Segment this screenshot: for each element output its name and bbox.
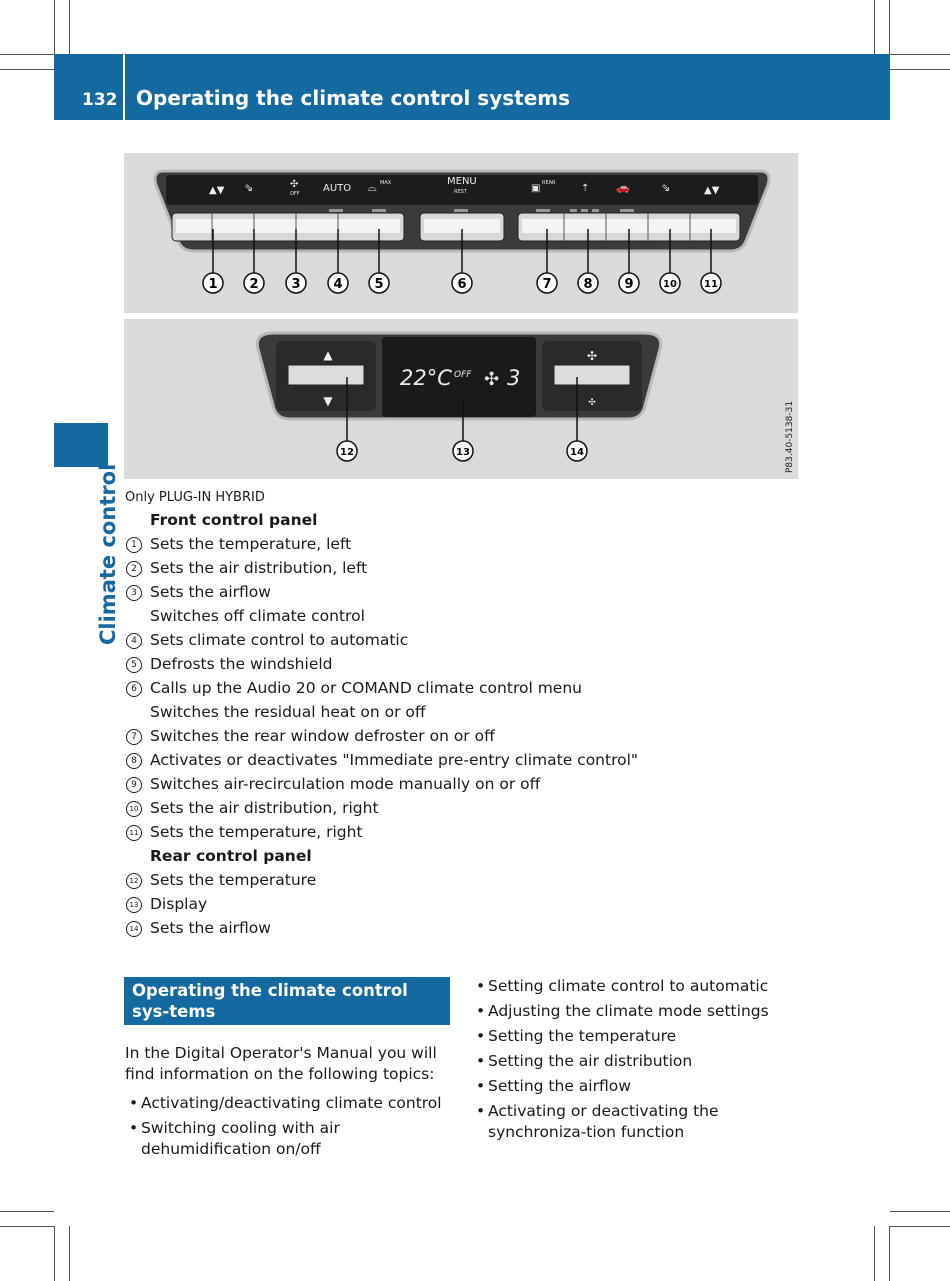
legend-text: Switches the rear window defroster on or off	[150, 727, 495, 745]
legend-text: Switches the residual heat on or off	[150, 703, 426, 721]
callout-11-label: 11	[704, 279, 718, 290]
display-fan-icon: ✣	[484, 369, 500, 390]
rear-temp-rocker	[288, 365, 364, 385]
legend-text: Display	[150, 895, 208, 913]
list-item: • Setting the air distribution	[473, 1051, 808, 1072]
legend-number: 8	[126, 753, 142, 769]
legend-text: Calls up the Audio 20 or COMAND climate control menu	[150, 679, 582, 697]
crop-mark	[890, 54, 950, 55]
legend-item	[124, 868, 824, 892]
crop-mark	[0, 1226, 54, 1227]
topic-list-right	[473, 976, 808, 1147]
crop-mark	[54, 1226, 55, 1281]
legend-number: 11	[126, 825, 142, 841]
legend-number: 3	[126, 585, 142, 601]
crop-mark	[889, 1226, 890, 1281]
left-rocker-group	[172, 209, 404, 241]
fan-off-label: OFF	[290, 191, 300, 197]
page-title: Operating the climate control systems	[136, 86, 571, 110]
crop-mark	[69, 1226, 70, 1281]
legend-heading-text: Front control panel	[150, 511, 318, 529]
crop-mark	[889, 0, 890, 54]
legend-item	[124, 724, 824, 748]
callout-8-label: 8	[583, 277, 593, 292]
list-item: • Adjusting the climate mode settings	[473, 1001, 808, 1022]
legend-number: 7	[126, 729, 142, 745]
control-panels-illustration	[124, 153, 798, 479]
crop-mark	[890, 1211, 950, 1212]
fan-high-icon: ✣	[586, 349, 598, 363]
legend-item	[124, 604, 824, 628]
callout-3-label: 3	[291, 277, 301, 292]
air-distribution-left-icon: ⇘	[244, 181, 254, 194]
list-item: • Setting climate control to automatic	[473, 976, 808, 997]
max-label: MAX	[380, 180, 392, 186]
crop-mark	[874, 0, 875, 54]
callout-9-label: 9	[624, 277, 634, 292]
legend-item	[124, 748, 824, 772]
callout-10-label: 10	[663, 279, 677, 290]
legend-number: 5	[126, 657, 142, 673]
callout-legend	[124, 508, 824, 940]
legend-text: Sets the temperature, left	[150, 535, 352, 553]
section-heading: Operating the climate control sys-tems	[132, 981, 408, 1021]
figure-reference-code: P83.40-5138-31	[785, 400, 795, 473]
crop-mark	[54, 0, 55, 54]
crop-mark	[69, 0, 70, 54]
header-divider	[123, 54, 125, 120]
callout-13-label: 13	[456, 447, 470, 458]
windshield-defrost-icon: ⌓	[368, 181, 377, 194]
crop-mark	[0, 54, 54, 55]
legend-text: Switches air-recirculation mode manually on or off	[150, 775, 541, 793]
air-distribution-right-icon: ⇘	[661, 181, 671, 194]
list-item: • Activating/deactivating climate control	[126, 1093, 456, 1114]
auto-label: AUTO	[323, 183, 352, 194]
side-tab	[54, 423, 108, 467]
legend-text: Sets climate control to automatic	[150, 631, 409, 649]
side-tab-label: Climate control	[96, 463, 120, 645]
callout-5-label: 5	[374, 277, 384, 292]
legend-text: Switches off climate control	[150, 607, 365, 625]
list-item: • Activating or deactivating the synchroniza-tion function	[473, 1101, 808, 1143]
crop-mark	[874, 1226, 875, 1281]
legend-text: Sets the air distribution, right	[150, 799, 379, 817]
temp-left-arrows-icon: ▲▼	[209, 185, 225, 196]
legend-text: Sets the temperature	[150, 871, 317, 889]
fan-low-icon: ✣	[588, 398, 596, 408]
crop-mark	[0, 1211, 54, 1212]
rear-defrost-icon: ▣	[531, 183, 541, 194]
section-intro: In the Digital Operator's Manual you will find information on the following topics:	[125, 1044, 437, 1083]
legend-number: 1	[126, 537, 142, 553]
crop-mark	[890, 1226, 950, 1227]
list-item: • Setting the temperature	[473, 1026, 808, 1047]
callout-7-label: 7	[542, 277, 552, 292]
temp-right-arrows-icon: ▲▼	[704, 185, 720, 196]
fan-off-icon: ✣	[290, 179, 299, 190]
rear-label: REAR	[542, 180, 556, 186]
legend-item	[124, 820, 824, 844]
legend-text: Activates or deactivates "Immediate pre-entry climate control"	[150, 751, 639, 769]
legend-text: Defrosts the windshield	[150, 655, 333, 673]
legend-number: 12	[126, 873, 142, 889]
display-off: OFF	[454, 370, 472, 380]
legend-item	[124, 676, 824, 700]
display-fan-level: 3	[507, 366, 521, 390]
crop-mark	[0, 69, 54, 70]
topic-list-left	[126, 1093, 456, 1164]
legend-heading-text: Rear control panel	[150, 847, 312, 865]
rear-airflow-rocker	[554, 365, 630, 385]
display-temperature: 22°C	[400, 366, 452, 390]
callout-4-label: 4	[333, 277, 343, 292]
list-item: • Setting the airflow	[473, 1076, 808, 1097]
legend-item	[124, 652, 824, 676]
callout-6-label: 6	[457, 277, 467, 292]
up-arrow-icon: ▲	[323, 348, 333, 362]
legend-item	[124, 700, 824, 724]
legend-heading	[124, 508, 824, 532]
legend-item	[124, 580, 824, 604]
legend-text: Sets the airflow	[150, 919, 271, 937]
figure-caption: Only PLUG-IN HYBRID	[125, 490, 265, 505]
callout-12-label: 12	[340, 447, 354, 458]
legend-number: 4	[126, 633, 142, 649]
legend-item	[124, 556, 824, 580]
legend-item	[124, 772, 824, 796]
legend-item	[124, 892, 824, 916]
page-number: 132	[82, 90, 118, 110]
rest-label: REST	[454, 189, 467, 195]
legend-text: Sets the airflow	[150, 583, 271, 601]
legend-item	[124, 916, 824, 940]
legend-item	[124, 532, 824, 556]
legend-number: 2	[126, 561, 142, 577]
legend-number: 14	[126, 921, 142, 937]
down-arrow-icon: ▼	[323, 394, 333, 408]
list-item: • Switching cooling with air dehumidification on/off	[126, 1118, 456, 1160]
legend-text: Sets the temperature, right	[150, 823, 363, 841]
section-heading-box	[124, 977, 450, 1025]
crop-mark	[890, 69, 950, 70]
legend-number: 10	[126, 801, 142, 817]
callout-2-label: 2	[249, 277, 259, 292]
legend-heading	[124, 844, 824, 868]
legend-item	[124, 628, 824, 652]
legend-number: 6	[126, 681, 142, 697]
climate-control-figure	[124, 153, 798, 479]
legend-number: 9	[126, 777, 142, 793]
recirculation-car-icon: 🚗	[616, 181, 630, 194]
pre-entry-icon: ⇡	[581, 183, 590, 194]
callout-14-label: 14	[570, 447, 584, 458]
callout-1-label: 1	[208, 277, 218, 292]
legend-number: 13	[126, 897, 142, 913]
legend-item	[124, 796, 824, 820]
menu-label: MENU	[447, 176, 477, 187]
legend-text: Sets the air distribution, left	[150, 559, 368, 577]
